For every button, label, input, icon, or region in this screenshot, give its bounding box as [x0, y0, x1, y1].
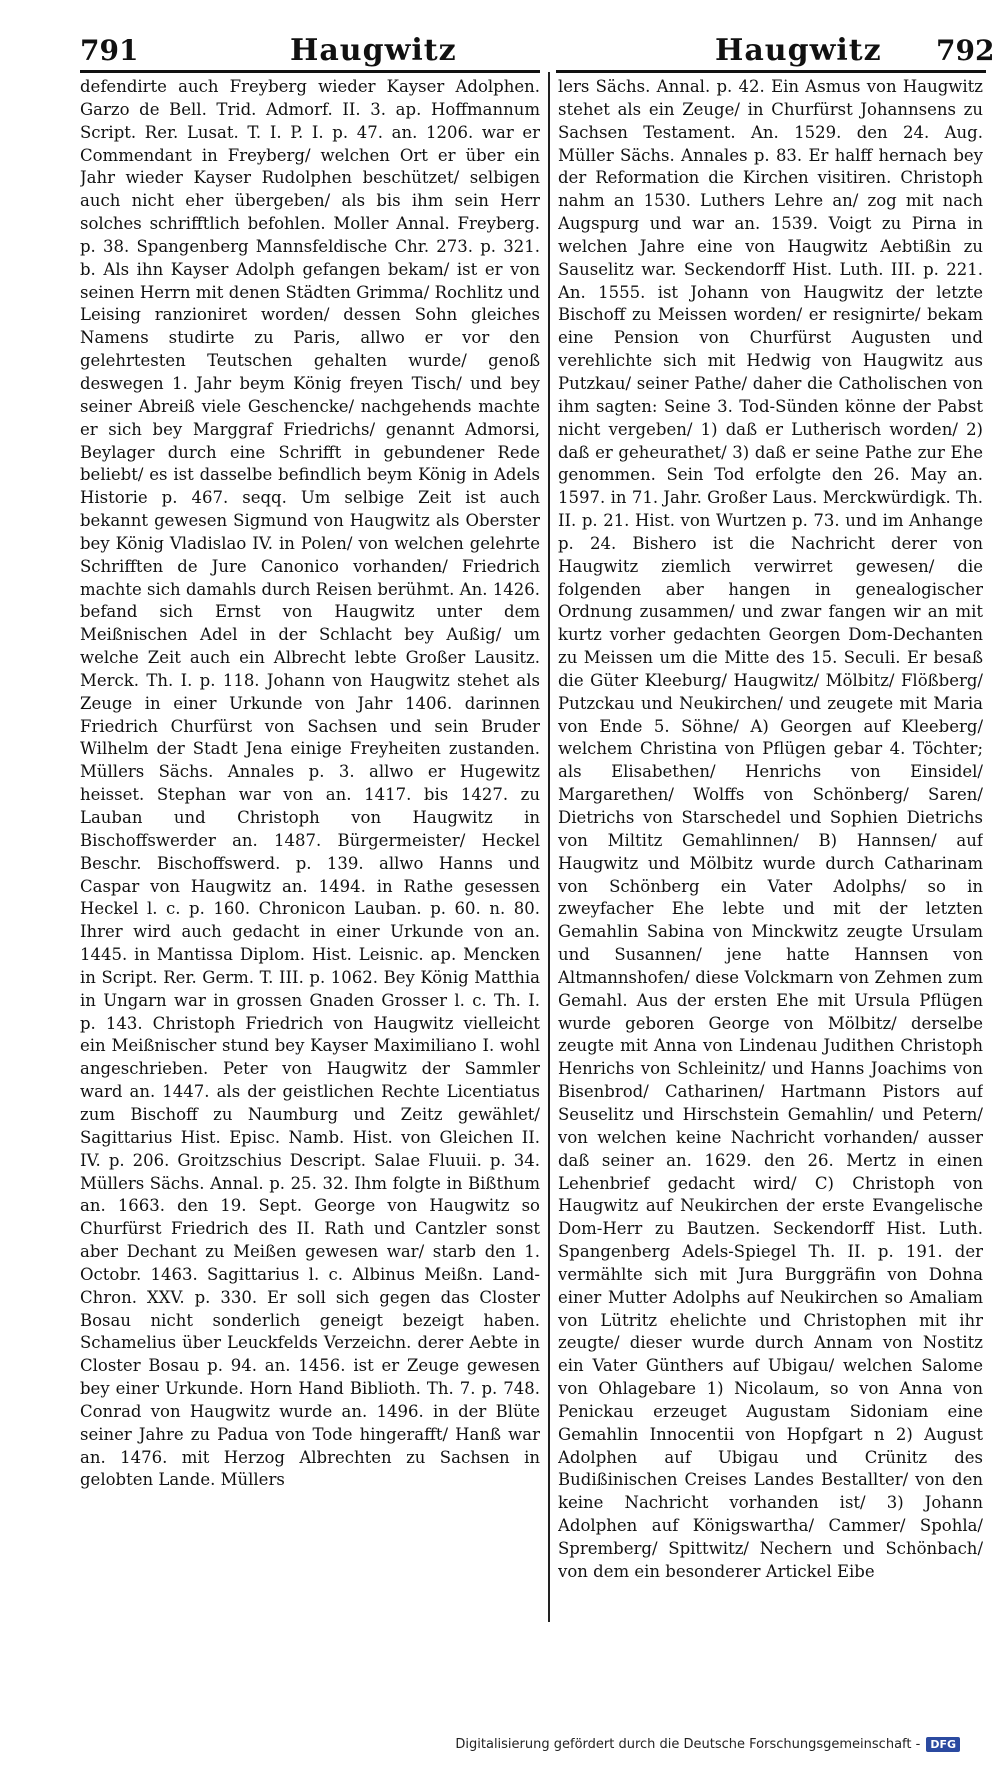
page-number-left: 791: [80, 34, 139, 67]
header-rule-left: [80, 70, 540, 73]
text-column-right: [558, 76, 983, 1626]
dfg-logo: DFG: [926, 1737, 960, 1752]
running-title-right: Haugwitz: [715, 33, 882, 68]
running-title-left: Haugwitz: [290, 33, 457, 68]
column-text-right: lers Sächs. Annal. p. 42. Ein Asmus von Haugwitz stehet als ein Zeuge/ in Churfürst Johannsens zu Sachsen Testament. An. 1529. den 24. Aug. Müller Sächs. Annales p. 83. Er halff hernach bey der Reformation die Kirchen visitiren. Christoph nahm an 1530. Luthers Lehre an/ zog mit nach Augspurg und war an. 1539. Voigt zu Pirna in welchen Jahre eine von Haugwitz Aebtißin zu Sauselitz war. Seckendorff Hist. Luth. III. p. 221. An. 1555. ist Johann von Haugwitz der letzte Bischoff zu Meissen worden/ er resignirte/ bekam eine Pension von Churfürst Augusten und verehlichte sich mit Hedwig von Haugwitz aus Putzkau/ seiner Pathe/ daher die Catholischen von ihm sagten: Seine 3. Tod-Sünden könne der Pabst nicht vergeben/ 1) daß er Lutherisch worden/ 2) daß er geheurathet/ 3) daß er seine Pathe zur Ehe genommen. Sein Tod erfolgte den 26. May an. 1597. in 71. Jahr. Großer Laus. Merckwürdigk. Th. II. p. 21. Hist. von Wurtzen p. 73. und im Anhange p. 24. Bishero ist die Nachricht derer von Haugwitz ziemlich verwirret gewesen/ die folgenden aber hangen in genealogischer Ordnung zusammen/ und zwar fangen wir an mit kurtz vorher gedachten Georgen Dom-Dechanten zu Meissen um die Mitte des 15. Seculi. Er besaß die Güter Kleeburg/ Haugwitz/ Mölbitz/ Flößberg/ Putzckau und Neukirchen/ und zeugete mit Maria von Ende 5. Söhne/ A) Georgen auf Kleeberg/ welchem Christina von Pflügen gebar 4. Töchter; als Elisabethen/ Henrichs von Einsidel/ Margarethen/ Wolffs von Schönberg/ Saren/ Dietrichs von Starschedel und Sophien Dietrichs von Miltitz Gemahlinnen/ B) Hannsen/ auf Haugwitz und Mölbitz wurde durch Catharinam von Schönberg ein Vater Adolphs/ so in zweyfacher Ehe lebte und mit der letzten Gemahlin Sabina von Minckwitz zeugte Ursulam und Susannen/ jene hatte Hannsen von Altmannshofen/ diese Volckmarn von Zehmen zum Gemahl. Aus der ersten Ehe mit Ursula Pflügen wurde geboren George von Mölbitz/ derselbe zeugte mit Anna von Lindenau Judithen Christoph Henrichs von Schleinitz/ und Hanns Joachims von Bisenbrod/ Catharinen/ Hartmann Pistors auf Seuselitz und Hirschstein Gemahlin/ und Petern/ von welchen keine Nachricht vorhanden/ ausser daß seiner an. 1629. den 26. Mertz in einen Lehenbrief gedacht wird/ C) Christoph von Haugwitz auf Neukirchen der erste Evangelische Dom-Herr zu Bautzen. Seckendorff Hist. Luth. Spangenberg Adels-Spiegel Th. II. p. 191. der vermählte sich mit Jura Burggräfin von Dohna einer Mutter Adolphs auf Neukirchen so Amaliam von Lütritz ehelichte und Christophen mit ihr zeugte/ dieser wurde durch Annam von Nostitz ein Vater Günthers auf Ubigau/ welchen Salome von Ohlagebare 1) Nicolaum, so von Anna von Penickau erzeuget Augustam Sidoniam eine Gemahlin Innocentii von Hopfgart n 2) August Adolphen auf Ubigau und Crünitz des Budißinischen Creises Landes Bestallter/ von den keine Nachricht vorhanden ist/ 3) Johann Adolphen auf Königswartha/ Cammer/ Spohla/ Spremberg/ Spittwitz/ Nechern und Schönbach/ von dem ein besonderer Artickel Eibe: [558, 77, 983, 1581]
text-column-left: [80, 76, 540, 1626]
footer-credit-text: Digitalisierung gefördert durch die Deutsche Forschungsgemeinschaft -: [455, 1737, 921, 1752]
header-rule-right: [556, 70, 986, 73]
page-number-right: 792: [936, 34, 995, 67]
column-text-left: defendirte auch Freyberg wieder Kayser Adolphen. Garzo de Bell. Trid. Admorf. II. 3. ap. Hoffmannum Script. Rer. Lusat. T. I. P. I. p. 47. an. 1206. war er Commendant in Freyberg/ welchen Ort er über ein Jahr wieder Kayser Rudolphen beschützet/ selbigen auch nicht eher übergeben/ als bis ihm sein Herr solches schrifftlich befohlen. Moller Annal. Freyberg. p. 38. Spangenberg Mannsfeldische Chr. 273. p. 321. b. Als ihn Kayser Adolph gefangen bekam/ ist er von seinen Herrn mit denen Städten Grimma/ Rochlitz und Leising ranzioniret worden/ dessen Sohn gleiches Namens studirte zu Paris, allwo er vor den gelehrtesten Teutschen gehalten wurde/ genoß deswegen 1. Jahr beym König freyen Tisch/ und bey seiner Abreiß viele Geschencke/ nachgehends machte er sich bey Marggraf Friedrichs/ genannt Admorsi, Beylager durch eine Schrifft in gebundener Rede beliebt/ es ist dasselbe befindlich beym König in Adels Historie p. 467. seqq. Um selbige Zeit ist auch bekannt gewesen Sigmund von Haugwitz als Oberster bey König Vladislao IV. in Polen/ von welchen gelehrte Schrifften de Jure Canonico vorhanden/ Friedrich machte sich damahls durch Reisen berühmt. An. 1426. befand sich Ernst von Haugwitz unter dem Meißnischen Adel in der Schlacht bey Außig/ um welche Zeit auch ein Albrecht lebte Großer Lausitz. Merck. Th. I. p. 118. Johann von Haugwitz stehet als Zeuge in einer Urkunde von Jahr 1406. darinnen Friedrich Churfürst von Sachsen und sein Bruder Wilhelm der Stadt Jena einige Freyheiten zustanden. Müllers Sächs. Annales p. 3. allwo er Hugewitz heisset. Stephan war von an. 1417. bis 1427. zu Lauban und Christoph von Haugwitz in Bischoffswerder an. 1487. Bürgermeister/ Heckel Beschr. Bischoffswerd. p. 139. allwo Hanns und Caspar von Haugwitz an. 1494. in Rathe gesessen Heckel l. c. p. 160. Chronicon Lauban. p. 60. n. 80. Ihrer wird auch gedacht in einer Urkunde von an. 1445. in Mantissa Diplom. Hist. Leisnic. ap. Mencken in Script. Rer. Germ. T. III. p. 1062. Bey König Matthia in Ungarn war in grossen Gnaden Grosser l. c. Th. I. p. 143. Christoph Friedrich von Haugwitz vielleicht ein Meißnischer stund bey Kayser Maximiliano I. wohl angeschrieben. Peter von Haugwitz der Sammler ward an. 1447. als der geistlichen Rechte Licentiatus zum Bischoff zu Naumburg und Zeitz gewählet/ Sagittarius Hist. Episc. Namb. Hist. von Gleichen II. IV. p. 206. Groitzschius Descript. Salae Fluuii. p. 34. Müllers Sächs. Annal. p. 25. 32. Ihm folgte in Bißthum an. 1663. den 19. Sept. George von Haugwitz so Churfürst Friedrich des II. Rath und Cantzler sonst aber Dechant zu Meißen gewesen war/ starb den 1. Octobr. 1463. Sagittarius l. c. Albinus Meißn. Land-Chron. XXV. p. 330. Er soll sich gegen das Closter Bosau nicht sonderlich geneigt bezeigt haben. Schamelius über Leuckfelds Verzeichn. derer Aebte in Closter Bosau p. 94. an. 1456. ist er Zeuge gewesen bey einer Urkunde. Horn Hand Biblioth. Th. 7. p. 748. Conrad von Haugwitz wurde an. 1496. in der Blüte seiner Jahre zu Padua von Tode hingerafft/ Hanß war an. 1476. mit Herzog Albrechten zu Sachsen in gelobten Lande. Müllers: [80, 77, 540, 1490]
column-divider: [548, 72, 550, 1622]
digitization-credit: [455, 1737, 960, 1752]
